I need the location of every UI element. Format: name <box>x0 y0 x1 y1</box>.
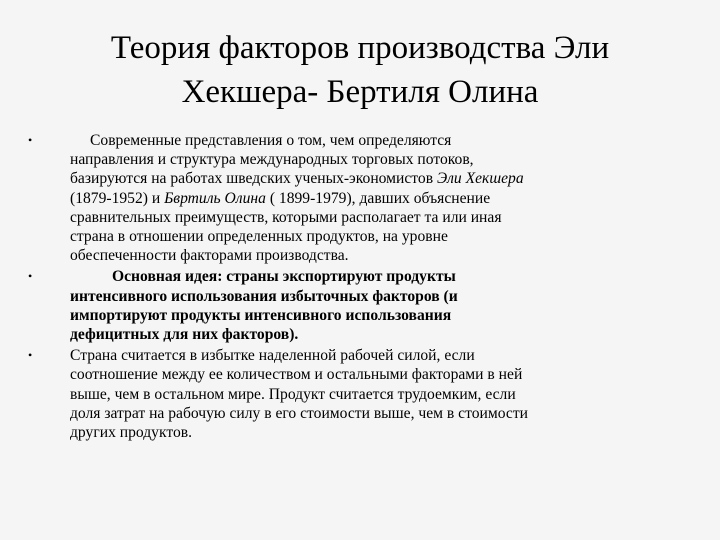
bullet-dot-icon: • <box>28 269 33 284</box>
bullet-item-3 <box>28 346 668 442</box>
title-line-2: Хекшера- Бертиля Олина <box>181 74 539 110</box>
bullet-dot-icon: • <box>28 133 33 147</box>
bullet-2-line-4: дефицитных для них факторов). <box>70 326 299 344</box>
bullet-1-line-6: страна в отношении определенных продуктов, на уровне <box>70 228 448 246</box>
bullet-1-line-7: обеспеченности факторами производства. <box>70 247 349 265</box>
bullet-1-line-1: Современные представления о том, чем определяются <box>90 132 452 149</box>
bullet-3-line-2: соотношение между ее количеством и остальными факторами в ней <box>70 366 523 384</box>
bullet-1-line-2: направления и структура международных торговых потоков, <box>70 151 474 169</box>
slide-title <box>40 26 680 114</box>
bullet-text-1 <box>70 131 668 265</box>
bullet-2-line-2: интенсивного использования избыточных факторов (и <box>70 287 458 305</box>
bullet-3-line-3: выше, чем в остальном мире. Продукт считается трудоемким, если <box>70 385 516 403</box>
bullet-item-1 <box>28 131 668 265</box>
bullet-3-line-4: доля затрат на рабочую силу в его стоимости выше, чем в стоимости <box>70 404 528 422</box>
bullet-1-line-5: сравнительных преимуществ, которыми располагает та или иная <box>70 208 502 226</box>
bullet-list <box>28 131 668 444</box>
bullet-1-line-3: базируются на работах шведских ученых-экономистов Эли Хекшера <box>70 170 524 188</box>
bullet-3-line-1: Страна считается в избытке наделенной рабочей силой, если <box>70 347 475 365</box>
title-line-1: Теория факторов производства Эли <box>110 30 610 66</box>
bullet-1-line-4: (1879-1952) и Бвртиль Олина ( 1899-1979), давших объяснение <box>70 189 491 207</box>
bullet-text-3 <box>70 346 668 442</box>
bullet-2-line-1: Основная идея: страны экспортируют продукты <box>112 268 456 286</box>
bullet-2-line-3: импортируют продукты интенсивного использования <box>70 306 452 324</box>
bullet-dot-icon: • <box>28 348 33 363</box>
bullet-item-2 <box>28 267 668 344</box>
bullet-3-line-5: других продуктов. <box>70 424 193 442</box>
bullet-text-2 <box>70 267 668 344</box>
